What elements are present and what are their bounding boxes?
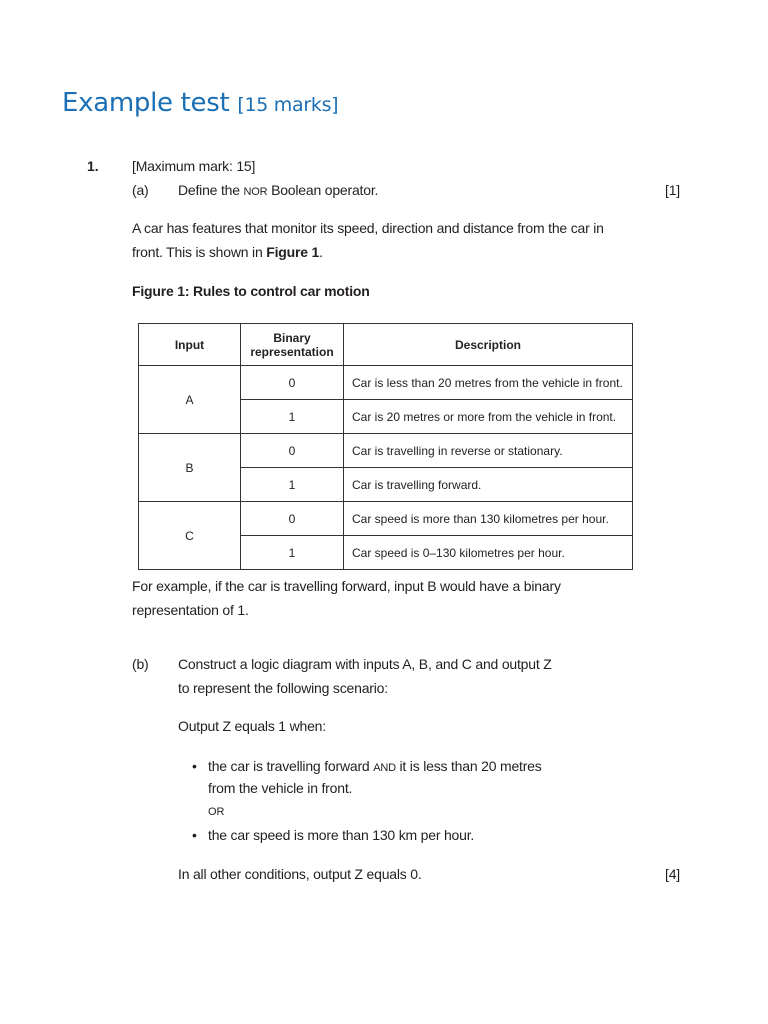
table-row	[139, 366, 633, 400]
title-marks: [15 marks]	[237, 94, 339, 116]
input-cell: B	[139, 434, 241, 502]
input-cell: A	[139, 366, 241, 434]
table-header-row	[139, 324, 633, 366]
description-cell: Car speed is 0–130 kilometres per hour.	[344, 536, 633, 570]
binary-cell: 0	[241, 434, 344, 468]
part-a-text	[178, 182, 378, 198]
part-a-mark: [1]	[665, 182, 680, 198]
header-binary-line1: Binary	[273, 330, 311, 345]
header-input: Input	[139, 324, 241, 366]
bullet-1-dot: •	[192, 758, 197, 774]
header-description: Description	[344, 324, 633, 366]
description-cell: Car is 20 metres or more from the vehicle in front.	[344, 400, 633, 434]
figure-caption: Figure 1: Rules to control car motion	[132, 283, 370, 299]
part-a-text-before: Define the	[178, 182, 244, 198]
part-b-line-2: to represent the following scenario:	[178, 680, 388, 696]
otherwise-text: In all other conditions, output Z equals 0.	[178, 866, 422, 882]
bullet-1	[208, 758, 542, 774]
part-b-mark: [4]	[665, 866, 680, 882]
bullet-1-after: it is less than 20 metres	[395, 758, 542, 774]
description-cell: Car is travelling in reverse or stationary.	[344, 434, 633, 468]
example-line-1: For example, if the car is travelling forward, input B would have a binary	[132, 578, 561, 594]
description-cell: Car speed is more than 130 kilometres per hour.	[344, 502, 633, 536]
part-b-line-1: Construct a logic diagram with inputs A, B, and C and output Z	[178, 656, 552, 672]
table-row	[139, 502, 633, 536]
bullet-2-dot: •	[192, 827, 197, 843]
page-title	[62, 88, 338, 118]
header-binary-line2: representation	[250, 344, 334, 359]
example-line-2: representation of 1.	[132, 602, 249, 618]
binary-cell: 0	[241, 502, 344, 536]
bullet-2: the car speed is more than 130 km per hour.	[208, 827, 475, 843]
question-number: 1.	[87, 158, 99, 174]
output-intro: Output Z equals 1 when:	[178, 718, 326, 734]
description-cell: Car is travelling forward.	[344, 468, 633, 502]
table-row	[139, 434, 633, 468]
part-a-text-after: Boolean operator.	[267, 182, 379, 198]
intro-line-2-before: front. This is shown in	[132, 244, 267, 260]
description-cell: Car is less than 20 metres from the vehicle in front.	[344, 366, 633, 400]
part-b-label: (b)	[132, 656, 149, 672]
part-a-label: (a)	[132, 182, 149, 198]
header-binary	[241, 324, 344, 366]
intro-line-1: A car has features that monitor its speed, direction and distance from the car in	[132, 220, 604, 236]
and-operator: AND	[373, 762, 396, 774]
figure-reference: Figure 1	[266, 244, 320, 260]
bullet-1-line-2: from the vehicle in front.	[208, 780, 353, 796]
bullet-1-before: the car is travelling forward	[208, 758, 374, 774]
car-motion-table	[138, 323, 633, 570]
max-mark: [Maximum mark: 15]	[132, 158, 256, 174]
binary-cell: 1	[241, 468, 344, 502]
title-main: Example test	[62, 88, 230, 118]
or-label: OR	[208, 806, 225, 818]
binary-cell: 1	[241, 400, 344, 434]
binary-cell: 1	[241, 536, 344, 570]
input-cell: C	[139, 502, 241, 570]
intro-line-2	[132, 244, 323, 260]
binary-cell: 0	[241, 366, 344, 400]
intro-line-2-after: .	[319, 244, 323, 260]
nor-operator: NOR	[243, 186, 268, 198]
